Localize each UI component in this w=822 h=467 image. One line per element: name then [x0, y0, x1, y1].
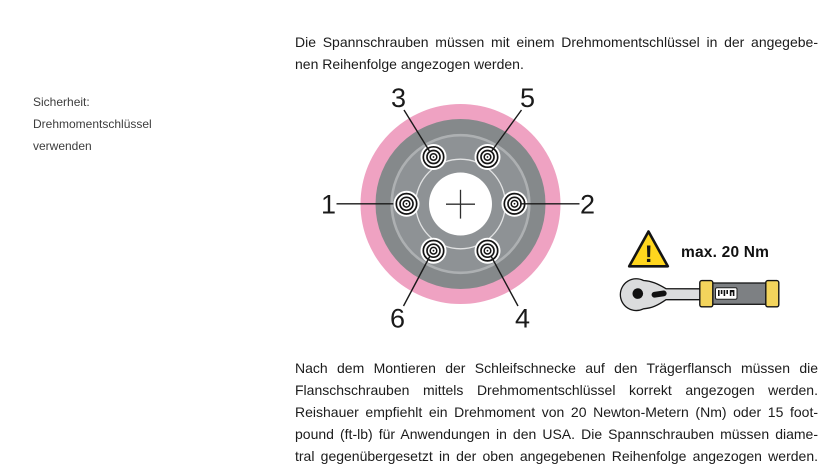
wrench-scale-window — [716, 288, 738, 299]
intro-paragraph — [295, 31, 818, 75]
body-paragraph — [295, 357, 818, 467]
safety-note-line: Drehmomentschlüssel — [33, 117, 152, 131]
wrench-band-left — [700, 281, 713, 307]
max-torque-label: max. 20 Nm — [681, 244, 770, 261]
grinding-wheel-diagram — [313, 77, 609, 337]
intro-line: Die Spannschrauben müssen mit einem Drehmomentschlüssel in der angegebe- — [295, 34, 818, 50]
sequence-number-5: 5 — [519, 82, 536, 113]
body-line: pound (ft-lb) für Anwendungen in den USA. Die Spannschrauben müssen diame- — [295, 426, 818, 443]
clamping-screw-3 — [421, 144, 447, 170]
sequence-number-2: 2 — [579, 189, 596, 220]
warning-triangle-icon — [624, 226, 674, 272]
clamping-screw-4 — [475, 238, 501, 264]
intro-line: nen Reihenfolge angezogen werden. — [295, 56, 524, 73]
clamping-screw-6 — [421, 238, 447, 264]
wrench-band-right — [766, 281, 779, 307]
sequence-number-3: 3 — [390, 82, 407, 113]
sequence-number-6: 6 — [389, 303, 406, 334]
exclamation-mark: ! — [644, 241, 653, 268]
safety-note-line: Sicherheit: — [33, 95, 90, 109]
sequence-number-4: 4 — [514, 303, 531, 334]
clamping-screw-1 — [394, 191, 420, 217]
margin-safety-note — [33, 91, 223, 157]
body-line: Flanschschrauben mittels Drehmomentschlüssel korrekt angezogen werden. — [295, 382, 818, 399]
sequence-number-1: 1 — [320, 189, 337, 220]
torque-wrench-icon — [616, 274, 784, 314]
safety-note-line: verwenden — [33, 139, 92, 153]
clamping-screw-5 — [475, 144, 501, 170]
body-line: Reishauer empfiehlt ein Drehmoment von 20 Newton-Metern (Nm) oder 15 foot- — [295, 404, 818, 421]
wrench-drive-stud — [633, 288, 644, 299]
body-line: Nach dem Montieren der Schleifschnecke auf den Trägerflansch müssen die — [295, 360, 818, 376]
body-line: tral gegenübergesetzt in der oben angegebenen Reihenfolge angezogen werden. — [295, 448, 818, 465]
